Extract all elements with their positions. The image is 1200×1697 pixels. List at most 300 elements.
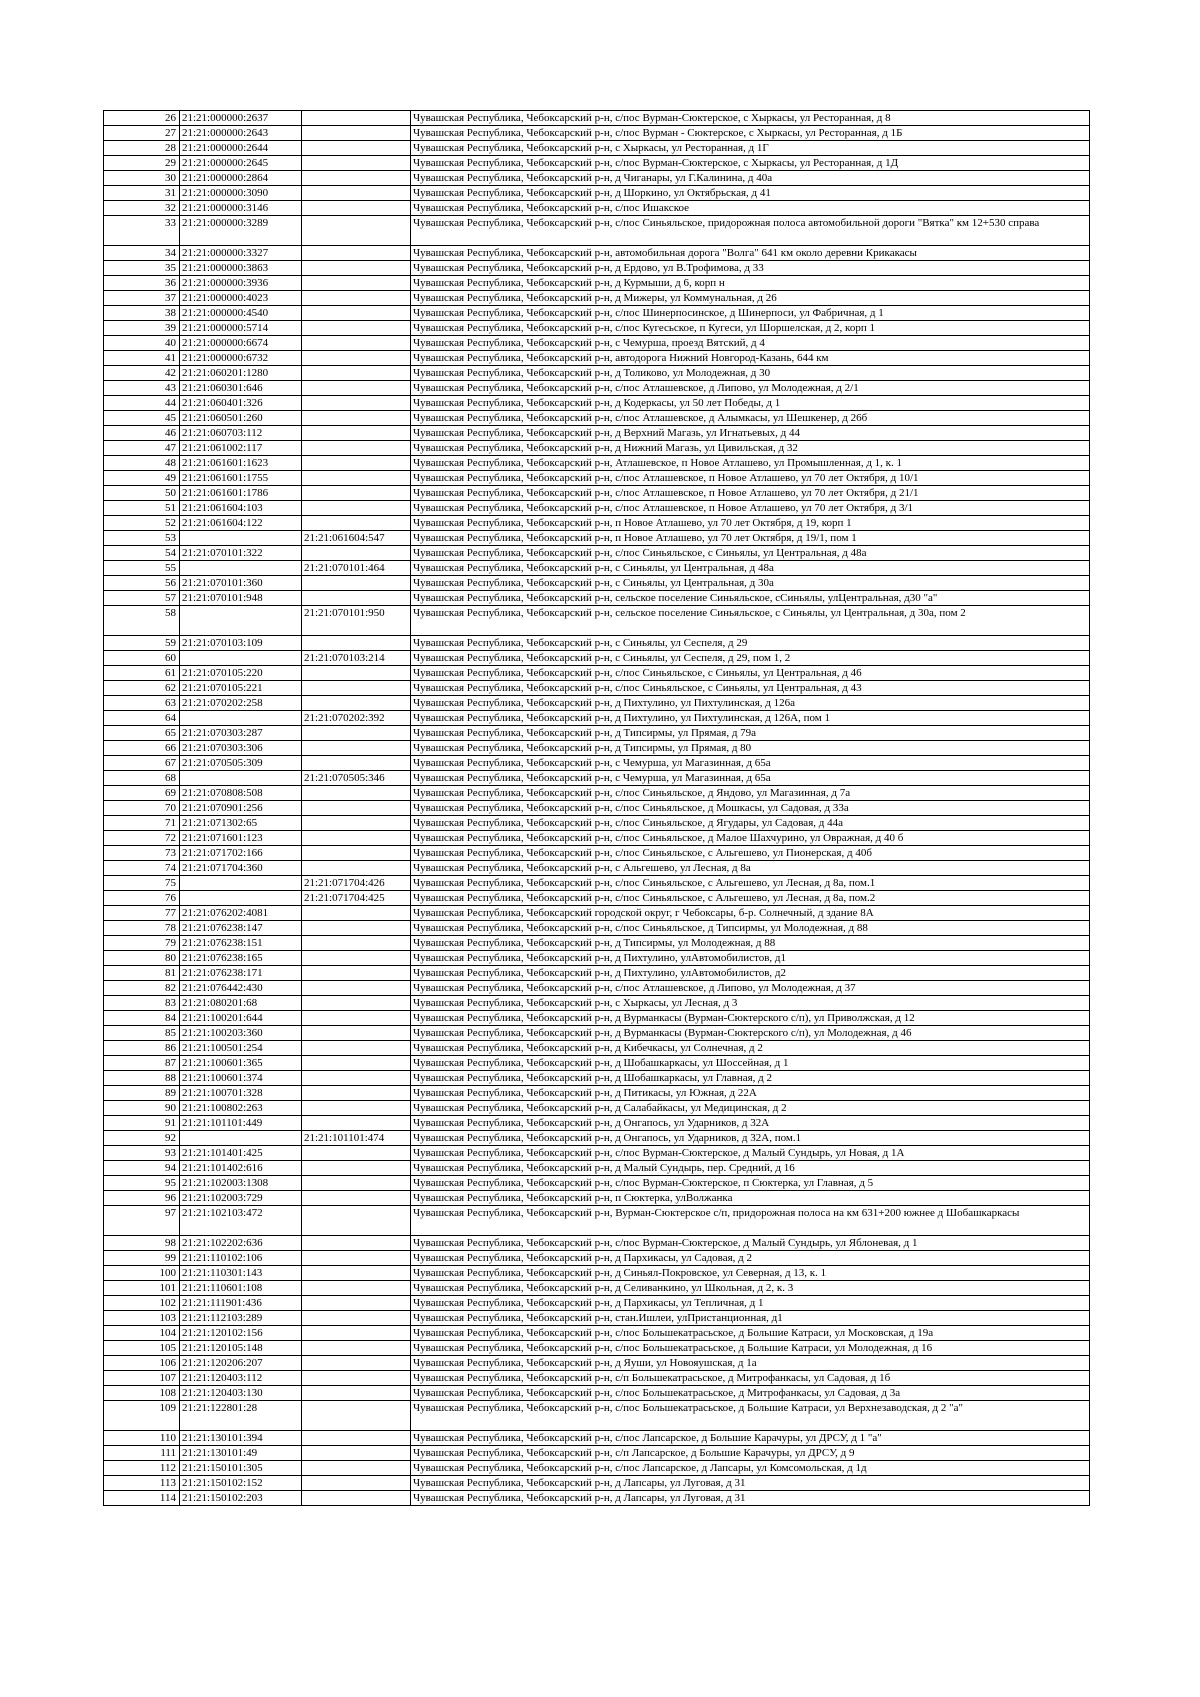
address-cell: Чувашская Республика, Чебоксарский р-н, с/пос Атлашевское, п Новое Атлашево, ул 70 лет Октября, д 3/1 [411,501,1090,516]
table-row [104,1431,1090,1446]
row-number-cell: 44 [104,396,180,411]
cadastral-number-cell: 21:21:070901:256 [180,801,302,816]
cadastral-number-cell [180,771,302,786]
table-row [104,576,1090,591]
premises-cadastral-number-cell [302,1236,411,1251]
premises-cadastral-number-cell [302,1266,411,1281]
table-row [104,696,1090,711]
address-cell: Чувашская Республика, Чебоксарский р-н, д Вурманкасы (Вурман-Сюктерского с/п), ул Приволжская, д 12 [411,1011,1090,1026]
address-cell: Чувашская Республика, Чебоксарский р-н, с/пос Синьяльское, с Альгешево, ул Лесная, д 8а, пом.1 [411,876,1090,891]
cadastral-number-cell: 21:21:112103:289 [180,1311,302,1326]
cadastral-number-cell [180,891,302,906]
table-row [104,246,1090,261]
row-number-cell: 72 [104,831,180,846]
address-cell: Чувашская Республика, Чебоксарский р-н, д Пархикасы, ул Тепличная, д 1 [411,1296,1090,1311]
premises-cadastral-number-cell [302,1491,411,1506]
cadastral-number-cell: 21:21:071302:65 [180,816,302,831]
cadastral-number-cell: 21:21:060301:646 [180,381,302,396]
address-cell: Чувашская Республика, Чебоксарский р-н, с/пос Синьяльское, д Ягудары, ул Садовая, д 44а [411,816,1090,831]
cadastral-number-cell: 21:21:060201:1280 [180,366,302,381]
cadastral-number-cell: 21:21:102202:636 [180,1236,302,1251]
cadastral-number-cell: 21:21:061002:117 [180,441,302,456]
address-cell: Чувашская Республика, Чебоксарский р-н, д Пархикасы, ул Садовая, д 2 [411,1251,1090,1266]
table-row [104,636,1090,651]
premises-cadastral-number-cell [302,1431,411,1446]
row-number-cell: 76 [104,891,180,906]
cadastral-number-cell: 21:21:102003:1308 [180,1176,302,1191]
address-cell: Чувашская Республика, Чебоксарский р-н, д Пихтулино, ул Пихтулинская, д 126А, пом 1 [411,711,1090,726]
cadastral-number-cell: 21:21:070505:309 [180,756,302,771]
cadastral-number-cell: 21:21:000000:6674 [180,336,302,351]
address-cell: Чувашская Республика, Чебоксарский городской округ, г Чебоксары, б-р. Солнечный, д здание 8А [411,906,1090,921]
row-number-cell: 37 [104,291,180,306]
address-cell: Чувашская Республика, Чебоксарский р-н, д Питикасы, ул Южная, д 22А [411,1086,1090,1101]
address-cell: Чувашская Республика, Чебоксарский р-н, с Синьялы, ул Сеспеля, д 29 [411,636,1090,651]
address-cell: Чувашская Республика, Чебоксарский р-н, с Синьялы, ул Сеспеля, д 29, пом 1, 2 [411,651,1090,666]
address-cell: Чувашская Республика, Чебоксарский р-н, с/пос Вурман-Сюктерское, с Хыркасы, ул Ресторанная, д 1Д [411,156,1090,171]
address-cell: Чувашская Республика, Чебоксарский р-н, с/пос Большекатрасьское, д Большие Катраси, ул Молодежная, д 16 [411,1341,1090,1356]
premises-cadastral-number-cell [302,546,411,561]
table-row [104,816,1090,831]
row-number-cell: 46 [104,426,180,441]
premises-cadastral-number-cell [302,966,411,981]
table-row [104,1101,1090,1116]
premises-cadastral-number-cell: 21:21:061604:547 [302,531,411,546]
row-number-cell: 56 [104,576,180,591]
premises-cadastral-number-cell [302,276,411,291]
table-row [104,381,1090,396]
cadastral-number-cell: 21:21:101101:449 [180,1116,302,1131]
row-number-cell: 59 [104,636,180,651]
row-number-cell: 108 [104,1386,180,1401]
row-number-cell: 92 [104,1131,180,1146]
premises-cadastral-number-cell [302,1206,411,1236]
row-number-cell: 99 [104,1251,180,1266]
cadastral-number-cell: 21:21:070808:508 [180,786,302,801]
table-row [104,876,1090,891]
address-cell: Чувашская Республика, Чебоксарский р-н, с/п Лапсарское, д Большие Карачуры, ул ДРСУ, д 9 [411,1446,1090,1461]
address-cell: Чувашская Республика, Чебоксарский р-н, стан.Ишлеи, улПристанционная, д1 [411,1311,1090,1326]
table-row [104,411,1090,426]
row-number-cell: 50 [104,486,180,501]
premises-cadastral-number-cell [302,831,411,846]
row-number-cell: 48 [104,456,180,471]
premises-cadastral-number-cell [302,1176,411,1191]
row-number-cell: 34 [104,246,180,261]
row-number-cell: 98 [104,1236,180,1251]
premises-cadastral-number-cell: 21:21:071704:425 [302,891,411,906]
cadastral-number-cell: 21:21:130101:394 [180,1431,302,1446]
premises-cadastral-number-cell [302,1071,411,1086]
row-number-cell: 89 [104,1086,180,1101]
premises-cadastral-number-cell [302,1401,411,1431]
cadastral-number-cell: 21:21:100501:254 [180,1041,302,1056]
table-row [104,891,1090,906]
table-row [104,156,1090,171]
address-cell: Чувашская Республика, Чебоксарский р-н, с/пос Атлашевское, п Новое Атлашево, ул 70 лет Октября, д 10/1 [411,471,1090,486]
row-number-cell: 100 [104,1266,180,1281]
premises-cadastral-number-cell [302,1086,411,1101]
cadastral-number-cell: 21:21:071702:166 [180,846,302,861]
table-row [104,366,1090,381]
cadastral-number-cell: 21:21:110601:108 [180,1281,302,1296]
address-cell: Чувашская Республика, Чебоксарский р-н, д Пихтулино, улАвтомобилистов, д1 [411,951,1090,966]
address-cell: Чувашская Республика, Чебоксарский р-н, д Чиганары, ул Г.Калинина, д 40а [411,171,1090,186]
table-row [104,1161,1090,1176]
table-row [104,771,1090,786]
address-cell: Чувашская Республика, Чебоксарский р-н, с/пос Большекатрасьское, д Большие Катраси, ул Московская, д 19а [411,1326,1090,1341]
cadastral-number-cell: 21:21:061601:1755 [180,471,302,486]
table-row [104,1491,1090,1506]
cadastral-number-cell: 21:21:000000:3863 [180,261,302,276]
row-number-cell: 31 [104,186,180,201]
row-number-cell: 38 [104,306,180,321]
row-number-cell: 40 [104,336,180,351]
address-cell: Чувашская Республика, Чебоксарский р-н, с/пос Шинерпосинское, д Шинерпоси, ул Фабричная, д 1 [411,306,1090,321]
cadastral-number-cell: 21:21:070101:322 [180,546,302,561]
row-number-cell: 77 [104,906,180,921]
table-row [104,216,1090,246]
address-cell: Чувашская Республика, Чебоксарский р-н, с/пос Синьяльское, д Яндово, ул Магазинная, д 7а [411,786,1090,801]
row-number-cell: 32 [104,201,180,216]
premises-cadastral-number-cell [302,1386,411,1401]
row-number-cell: 97 [104,1206,180,1236]
table-row [104,306,1090,321]
table-row [104,336,1090,351]
cadastral-number-cell: 21:21:101402:616 [180,1161,302,1176]
table-row [104,1086,1090,1101]
table-row [104,1011,1090,1026]
address-cell: Чувашская Республика, Чебоксарский р-н, д Шобашкаркасы, ул Шоссейная, д 1 [411,1056,1090,1071]
row-number-cell: 70 [104,801,180,816]
row-number-cell: 84 [104,1011,180,1026]
row-number-cell: 42 [104,366,180,381]
cadastral-number-cell: 21:21:130101:49 [180,1446,302,1461]
table-row [104,1251,1090,1266]
cadastral-number-cell: 21:21:076202:4081 [180,906,302,921]
row-number-cell: 55 [104,561,180,576]
row-number-cell: 79 [104,936,180,951]
address-cell: Чувашская Республика, Чебоксарский р-н, д Толиково, ул Молодежная, д 30 [411,366,1090,381]
address-cell: Чувашская Республика, Чебоксарский р-н, с/пос Большекатрасьское, д Митрофанкасы, ул Садовая, д 3а [411,1386,1090,1401]
row-number-cell: 61 [104,666,180,681]
cadastral-number-cell: 21:21:000000:4540 [180,306,302,321]
table-row [104,1146,1090,1161]
table-row [104,981,1090,996]
cadastral-number-cell: 21:21:100601:365 [180,1056,302,1071]
table-row [104,501,1090,516]
address-cell: Чувашская Республика, Чебоксарский р-н, с/пос Кугесьское, п Кугеси, ул Шоршелская, д 2, корп 1 [411,321,1090,336]
table-row [104,951,1090,966]
row-number-cell: 30 [104,171,180,186]
address-cell: Чувашская Республика, Чебоксарский р-н, Атлашевское, п Новое Атлашево, ул Промышленная, д 1, к. 1 [411,456,1090,471]
premises-cadastral-number-cell [302,1356,411,1371]
row-number-cell: 36 [104,276,180,291]
address-cell: Чувашская Республика, Чебоксарский р-н, д Пихтулино, ул Пихтулинская, д 126а [411,696,1090,711]
premises-cadastral-number-cell [302,801,411,816]
table-row [104,1476,1090,1491]
address-cell: Чувашская Республика, Чебоксарский р-н, с/пос Синьяльское, д Мошкасы, ул Садовая, д 33а [411,801,1090,816]
row-number-cell: 71 [104,816,180,831]
address-cell: Чувашская Республика, Чебоксарский р-н, д Кодеркасы, ул 50 лет Победы, д 1 [411,396,1090,411]
address-cell: Чувашская Республика, Чебоксарский р-н, с/пос Вурман-Сюктерское, с Хыркасы, ул Ресторанная, д 8 [411,111,1090,126]
table-row [104,591,1090,606]
table-row [104,546,1090,561]
premises-cadastral-number-cell [302,756,411,771]
premises-cadastral-number-cell [302,426,411,441]
address-cell: Чувашская Республика, Чебоксарский р-н, с/пос Синьяльское, с Синьялы, ул Центральная, д 43 [411,681,1090,696]
premises-cadastral-number-cell [302,306,411,321]
cadastral-number-cell: 21:21:000000:2643 [180,126,302,141]
premises-cadastral-number-cell [302,396,411,411]
premises-cadastral-number-cell [302,1116,411,1131]
row-number-cell: 112 [104,1461,180,1476]
row-number-cell: 104 [104,1326,180,1341]
row-number-cell: 109 [104,1401,180,1431]
row-number-cell: 102 [104,1296,180,1311]
cadastral-number-cell: 21:21:150102:152 [180,1476,302,1491]
table-row [104,1056,1090,1071]
cadastral-number-cell: 21:21:120105:148 [180,1341,302,1356]
premises-cadastral-number-cell [302,1161,411,1176]
cadastral-number-cell: 21:21:150102:203 [180,1491,302,1506]
address-cell: Чувашская Республика, Чебоксарский р-н, с/пос Ишакское [411,201,1090,216]
row-number-cell: 53 [104,531,180,546]
row-number-cell: 57 [104,591,180,606]
cadastral-number-cell [180,876,302,891]
premises-cadastral-number-cell [302,486,411,501]
table-row [104,441,1090,456]
premises-cadastral-number-cell [302,441,411,456]
table-row [104,936,1090,951]
cadastral-number-cell: 21:21:000000:5714 [180,321,302,336]
table-row [104,1191,1090,1206]
premises-cadastral-number-cell [302,921,411,936]
cadastral-number-cell: 21:21:076442:430 [180,981,302,996]
row-number-cell: 103 [104,1311,180,1326]
address-cell: Чувашская Республика, Чебоксарский р-н, сельское поселение Синьяльское, с Синьялы, ул Центральная, д 30а, пом 2 [411,606,1090,636]
cadastral-number-cell: 21:21:101401:425 [180,1146,302,1161]
table-row [104,1401,1090,1431]
premises-cadastral-number-cell [302,951,411,966]
cadastral-number-cell: 21:21:122801:28 [180,1401,302,1431]
address-cell: Чувашская Республика, Чебоксарский р-н, д Малый Сундырь, пер. Средний, д 16 [411,1161,1090,1176]
cadastral-number-cell: 21:21:000000:3936 [180,276,302,291]
table-row [104,1236,1090,1251]
address-cell: Чувашская Республика, Чебоксарский р-н, с/пос Вурман-Сюктерское, д Малый Сундырь, ул Новая, д 1А [411,1146,1090,1161]
row-number-cell: 60 [104,651,180,666]
table-row [104,1446,1090,1461]
cadastral-number-cell: 21:21:000000:3146 [180,201,302,216]
premises-cadastral-number-cell [302,201,411,216]
cadastral-number-cell: 21:21:060401:326 [180,396,302,411]
premises-cadastral-number-cell [302,186,411,201]
address-cell: Чувашская Республика, Чебоксарский р-н, д Мижеры, ул Коммунальная, д 26 [411,291,1090,306]
property-table-body [104,111,1090,1506]
address-cell: Чувашская Республика, Чебоксарский р-н, д Нижний Магазь, ул Цивильская, д 32 [411,441,1090,456]
table-row [104,1311,1090,1326]
premises-cadastral-number-cell [302,1146,411,1161]
address-cell: Чувашская Республика, Чебоксарский р-н, с/п Большекатрасьское, д Митрофанкасы, ул Садовая, д 1б [411,1371,1090,1386]
premises-cadastral-number-cell [302,1476,411,1491]
row-number-cell: 39 [104,321,180,336]
cadastral-number-cell [180,606,302,636]
address-cell: Чувашская Республика, Чебоксарский р-н, д Лапсары, ул Луговая, д 31 [411,1476,1090,1491]
row-number-cell: 85 [104,1026,180,1041]
address-cell: Чувашская Республика, Чебоксарский р-н, д Вурманкасы (Вурман-Сюктерского с/п), ул Молодежная, д 46 [411,1026,1090,1041]
cadastral-number-cell: 21:21:100201:644 [180,1011,302,1026]
table-row [104,396,1090,411]
address-cell: Чувашская Республика, Чебоксарский р-н, с/пос Атлашевское, д Липово, ул Молодежная, д 2/1 [411,381,1090,396]
table-row [104,1116,1090,1131]
cadastral-number-cell: 21:21:000000:2864 [180,171,302,186]
row-number-cell: 64 [104,711,180,726]
address-cell: Чувашская Республика, Чебоксарский р-н, с/пос Синьяльское, с Синьялы, ул Центральная, д 48а [411,546,1090,561]
premises-cadastral-number-cell [302,456,411,471]
premises-cadastral-number-cell [302,666,411,681]
premises-cadastral-number-cell [302,1281,411,1296]
address-cell: Чувашская Республика, Чебоксарский р-н, с/пос Синьяльское, д Типсирмы, ул Молодежная, д 88 [411,921,1090,936]
table-row [104,1386,1090,1401]
table-row [104,276,1090,291]
row-number-cell: 35 [104,261,180,276]
premises-cadastral-number-cell [302,291,411,306]
table-row [104,666,1090,681]
cadastral-number-cell: 21:21:102003:729 [180,1191,302,1206]
cadastral-number-cell: 21:21:060703:112 [180,426,302,441]
row-number-cell: 65 [104,726,180,741]
row-number-cell: 66 [104,741,180,756]
row-number-cell: 41 [104,351,180,366]
row-number-cell: 28 [104,141,180,156]
address-cell: Чувашская Республика, Чебоксарский р-н, д Типсирмы, ул Прямая, д 80 [411,741,1090,756]
premises-cadastral-number-cell [302,381,411,396]
cadastral-number-cell: 21:21:070103:109 [180,636,302,651]
premises-cadastral-number-cell [302,261,411,276]
address-cell: Чувашская Республика, Чебоксарский р-н, с/пос Большекатрасьское, д Большие Катраси, ул Верхнезаводская, д 2 "а" [411,1401,1090,1431]
address-cell: Чувашская Республика, Чебоксарский р-н, с/пос Атлашевское, д Алымкасы, ул Шешкенер, д 26б [411,411,1090,426]
cadastral-number-cell: 21:21:102103:472 [180,1206,302,1236]
table-row [104,846,1090,861]
premises-cadastral-number-cell [302,246,411,261]
premises-cadastral-number-cell: 21:21:070202:392 [302,711,411,726]
address-cell: Чувашская Республика, Чебоксарский р-н, с Синьялы, ул Центральная, д 48а [411,561,1090,576]
table-row [104,651,1090,666]
table-row [104,1041,1090,1056]
cadastral-number-cell [180,651,302,666]
address-cell: Чувашская Республика, Чебоксарский р-н, с Синьялы, ул Центральная, д 30а [411,576,1090,591]
premises-cadastral-number-cell [302,1101,411,1116]
row-number-cell: 43 [104,381,180,396]
premises-cadastral-number-cell [302,696,411,711]
premises-cadastral-number-cell [302,996,411,1011]
row-number-cell: 113 [104,1476,180,1491]
table-row [104,726,1090,741]
cadastral-number-cell [180,1131,302,1146]
row-number-cell: 33 [104,216,180,246]
address-cell: Чувашская Республика, Чебоксарский р-н, д Типсирмы, ул Прямая, д 79а [411,726,1090,741]
table-row [104,486,1090,501]
premises-cadastral-number-cell [302,1026,411,1041]
cadastral-number-cell: 21:21:120206:207 [180,1356,302,1371]
address-cell: Чувашская Республика, Чебоксарский р-н, д Селиванкино, ул Школьная, д 2, к. 3 [411,1281,1090,1296]
table-row [104,606,1090,636]
address-cell: Чувашская Республика, Чебоксарский р-н, с/пос Атлашевское, д Липово, ул Молодежная, д 37 [411,981,1090,996]
premises-cadastral-number-cell [302,1371,411,1386]
premises-cadastral-number-cell: 21:21:070101:950 [302,606,411,636]
table-row [104,711,1090,726]
address-cell: Чувашская Республика, Чебоксарский р-н, автодорога Нижний Новгород-Казань, 644 км [411,351,1090,366]
table-row [104,171,1090,186]
row-number-cell: 51 [104,501,180,516]
address-cell: Чувашская Республика, Чебоксарский р-н, с/пос Атлашевское, п Новое Атлашево, ул 70 лет Октября, д 21/1 [411,486,1090,501]
table-row [104,186,1090,201]
cadastral-number-cell: 21:21:076238:151 [180,936,302,951]
address-cell: Чувашская Республика, Чебоксарский р-н, д Шобашкаркасы, ул Главная, д 2 [411,1071,1090,1086]
address-cell: Чувашская Республика, Чебоксарский р-н, п Новое Атлашево, ул 70 лет Октября, д 19, корп 1 [411,516,1090,531]
table-row [104,1371,1090,1386]
row-number-cell: 29 [104,156,180,171]
table-row [104,1281,1090,1296]
cadastral-number-cell: 21:21:070202:258 [180,696,302,711]
table-row [104,1341,1090,1356]
premises-cadastral-number-cell [302,516,411,531]
cadastral-number-cell: 21:21:061601:1786 [180,486,302,501]
address-cell: Чувашская Республика, Чебоксарский р-н, с Чемурша, ул Магазинная, д 65а [411,771,1090,786]
cadastral-number-cell: 21:21:070101:360 [180,576,302,591]
cadastral-number-cell: 21:21:000000:4023 [180,291,302,306]
premises-cadastral-number-cell [302,1041,411,1056]
premises-cadastral-number-cell [302,366,411,381]
table-row [104,471,1090,486]
premises-cadastral-number-cell [302,1191,411,1206]
cadastral-number-cell: 21:21:000000:2637 [180,111,302,126]
cadastral-number-cell: 21:21:061604:122 [180,516,302,531]
cadastral-number-cell: 21:21:100601:374 [180,1071,302,1086]
row-number-cell: 87 [104,1056,180,1071]
table-row [104,1206,1090,1236]
address-cell: Чувашская Республика, Чебоксарский р-н, д Онгапось, ул Ударников, д 32А [411,1116,1090,1131]
row-number-cell: 114 [104,1491,180,1506]
table-row [104,681,1090,696]
table-row [104,966,1090,981]
row-number-cell: 49 [104,471,180,486]
cadastral-number-cell: 21:21:120403:112 [180,1371,302,1386]
cadastral-number-cell: 21:21:110102:106 [180,1251,302,1266]
premises-cadastral-number-cell [302,816,411,831]
cadastral-number-cell [180,711,302,726]
premises-cadastral-number-cell [302,846,411,861]
row-number-cell: 101 [104,1281,180,1296]
table-row [104,1296,1090,1311]
address-cell: Чувашская Республика, Чебоксарский р-н, д Пихтулино, улАвтомобилистов, д2 [411,966,1090,981]
cadastral-number-cell: 21:21:000000:3289 [180,216,302,246]
cadastral-number-cell: 21:21:071601:123 [180,831,302,846]
address-cell: Чувашская Республика, Чебоксарский р-н, д Лапсары, ул Луговая, д 31 [411,1491,1090,1506]
row-number-cell: 27 [104,126,180,141]
address-cell: Чувашская Республика, Чебоксарский р-н, с/пос Синьяльское, с Синьялы, ул Центральная, д 46 [411,666,1090,681]
cadastral-number-cell: 21:21:120403:130 [180,1386,302,1401]
address-cell: Чувашская Республика, Чебоксарский р-н, Вурман-Сюктерское с/п, придорожная полоса на км 631+200 южнее д Шобашкаркасы [411,1206,1090,1236]
address-cell: Чувашская Республика, Чебоксарский р-н, д Ердово, ул В.Трофимова, д 33 [411,261,1090,276]
premises-cadastral-number-cell [302,141,411,156]
address-cell: Чувашская Республика, Чебоксарский р-н, д Верхний Магазь, ул Игнатьевых, д 44 [411,426,1090,441]
row-number-cell: 82 [104,981,180,996]
row-number-cell: 105 [104,1341,180,1356]
row-number-cell: 78 [104,921,180,936]
table-row [104,1071,1090,1086]
table-row [104,1131,1090,1146]
